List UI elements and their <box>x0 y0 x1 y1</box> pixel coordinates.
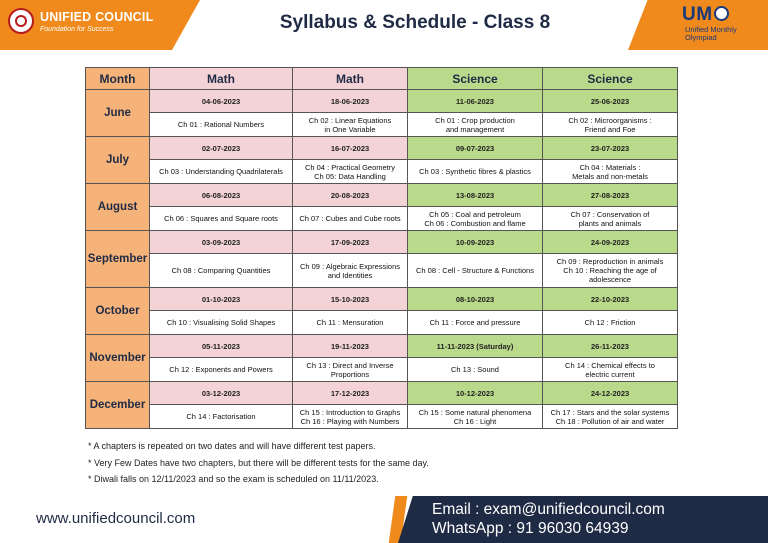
chapter-cell: Ch 07 : Cubes and Cube roots <box>293 207 408 231</box>
table-row <box>86 207 678 231</box>
date-cell: 18-06-2023 <box>293 90 408 113</box>
date-cell: 17-09-2023 <box>293 231 408 254</box>
month-cell: November <box>86 335 150 382</box>
note: * Diwali falls on 12/11/2023 and so the exam is scheduled on 11/11/2023. <box>88 474 379 484</box>
date-cell: 01-10-2023 <box>150 288 293 311</box>
table-row <box>86 231 678 254</box>
schedule-body <box>86 90 678 429</box>
column-header-month: Month <box>86 68 150 90</box>
notes <box>88 438 429 488</box>
website-link[interactable]: www.unifiedcouncil.com <box>36 510 196 527</box>
chapter-cell: Ch 02 : Linear Equations in One Variable <box>293 113 408 137</box>
table-row <box>86 254 678 288</box>
chapter-cell: Ch 03 : Understanding Quadrilaterals <box>150 160 293 184</box>
globe-icon <box>714 6 729 21</box>
page-header <box>0 0 768 50</box>
table-row <box>86 335 678 358</box>
date-cell: 24-09-2023 <box>543 231 678 254</box>
date-cell: 23-07-2023 <box>543 137 678 160</box>
column-header-math-1: Math <box>150 68 293 90</box>
chapter-cell: Ch 11 : Force and pressure <box>408 311 543 335</box>
date-cell: 25-06-2023 <box>543 90 678 113</box>
chapter-cell: Ch 13 : Direct and Inverse Proportions <box>293 358 408 382</box>
chapter-cell: Ch 14 : Factorisation <box>150 405 293 429</box>
month-cell: July <box>86 137 150 184</box>
table-row <box>86 358 678 382</box>
month-cell: October <box>86 288 150 335</box>
table-row <box>86 382 678 405</box>
chapter-cell: Ch 08 : Comparing Quantities <box>150 254 293 288</box>
note: * Very Few Dates have two chapters, but there will be different tests for the same day. <box>88 457 429 468</box>
table-header-row <box>86 68 678 90</box>
chapter-cell: Ch 04 : Practical Geometry Ch 05: Data Handling <box>293 160 408 184</box>
date-cell: 13-08-2023 <box>408 184 543 207</box>
unified-council-logo-icon <box>8 8 34 34</box>
schedule-table <box>85 67 678 429</box>
chapter-cell: Ch 15 : Introduction to Graphs Ch 16 : Playing with Numbers <box>293 405 408 429</box>
column-header-math-2: Math <box>293 68 408 90</box>
chapter-cell: Ch 13 : Sound <box>408 358 543 382</box>
chapter-cell: Ch 14 : Chemical effects to electric current <box>543 358 678 382</box>
date-cell: 27-08-2023 <box>543 184 678 207</box>
table-row <box>86 405 678 429</box>
date-cell: 17-12-2023 <box>293 382 408 405</box>
chapter-cell: Ch 12 : Friction <box>543 311 678 335</box>
chapter-cell: Ch 10 : Visualising Solid Shapes <box>150 311 293 335</box>
month-cell: December <box>86 382 150 429</box>
date-cell: 06-08-2023 <box>150 184 293 207</box>
chapter-cell: Ch 01 : Rational Numbers <box>150 113 293 137</box>
date-cell: 11-11-2023 (Saturday) <box>408 335 543 358</box>
note: * A chapters is repeated on two dates and will have different test papers. <box>88 441 376 451</box>
month-cell: August <box>86 184 150 231</box>
chapter-cell: Ch 09 : Reproduction in animals Ch 10 : Reaching the age of adolescence <box>543 254 678 288</box>
chapter-cell: Ch 15 : Some natural phenomena Ch 16 : Light <box>408 405 543 429</box>
table-row <box>86 288 678 311</box>
chapter-cell: Ch 04 : Materials : Metals and non-metals <box>543 160 678 184</box>
table-row <box>86 311 678 335</box>
date-cell: 03-12-2023 <box>150 382 293 405</box>
chapter-cell: Ch 11 : Mensuration <box>293 311 408 335</box>
umo-logo-text: UM <box>682 4 713 25</box>
date-cell: 22-10-2023 <box>543 288 678 311</box>
date-cell: 19-11-2023 <box>293 335 408 358</box>
date-cell: 05-11-2023 <box>150 335 293 358</box>
contact-email[interactable]: Email : exam@unifiedcouncil.com <box>432 501 665 518</box>
table-row <box>86 160 678 184</box>
date-cell: 09-07-2023 <box>408 137 543 160</box>
chapter-cell: Ch 07 : Conservation of plants and animals <box>543 207 678 231</box>
chapter-cell: Ch 06 : Squares and Square roots <box>150 207 293 231</box>
date-cell: 04-06-2023 <box>150 90 293 113</box>
chapter-cell: Ch 09 : Algebraic Expressions and Identities <box>293 254 408 288</box>
month-cell: June <box>86 90 150 137</box>
date-cell: 24-12-2023 <box>543 382 678 405</box>
date-cell: 11-06-2023 <box>408 90 543 113</box>
table-row <box>86 113 678 137</box>
table-row <box>86 184 678 207</box>
date-cell: 10-09-2023 <box>408 231 543 254</box>
olympiad-name: Unified Monthly Olympiad <box>685 25 737 42</box>
page-title: Syllabus & Schedule - Class 8 <box>279 12 551 33</box>
date-cell: 03-09-2023 <box>150 231 293 254</box>
date-cell: 26-11-2023 <box>543 335 678 358</box>
column-header-science-2: Science <box>543 68 678 90</box>
umo-logo-icon <box>682 4 729 26</box>
table-row <box>86 90 678 113</box>
column-header-science-1: Science <box>408 68 543 90</box>
chapter-cell: Ch 02 : Microorganisms : Friend and Foe <box>543 113 678 137</box>
chapter-cell: Ch 08 : Cell - Structure & Functions <box>408 254 543 288</box>
chapter-cell: Ch 03 : Synthetic fibres & plastics <box>408 160 543 184</box>
date-cell: 15-10-2023 <box>293 288 408 311</box>
date-cell: 02-07-2023 <box>150 137 293 160</box>
date-cell: 10-12-2023 <box>408 382 543 405</box>
org-name: UNIFIED COUNCIL <box>40 10 154 24</box>
month-cell: September <box>86 231 150 288</box>
date-cell: 20-08-2023 <box>293 184 408 207</box>
date-cell: 16-07-2023 <box>293 137 408 160</box>
chapter-cell: Ch 12 : Exponents and Powers <box>150 358 293 382</box>
chapter-cell: Ch 05 : Coal and petroleum Ch 06 : Combustion and flame <box>408 207 543 231</box>
org-tagline: Foundation for Success <box>40 26 114 33</box>
date-cell: 08-10-2023 <box>408 288 543 311</box>
table-row <box>86 137 678 160</box>
contact-whatsapp[interactable]: WhatsApp : 91 96030 64939 <box>432 520 629 537</box>
chapter-cell: Ch 17 : Stars and the solar systems Ch 18 : Pollution of air and water <box>543 405 678 429</box>
chapter-cell: Ch 01 : Crop production and management <box>408 113 543 137</box>
